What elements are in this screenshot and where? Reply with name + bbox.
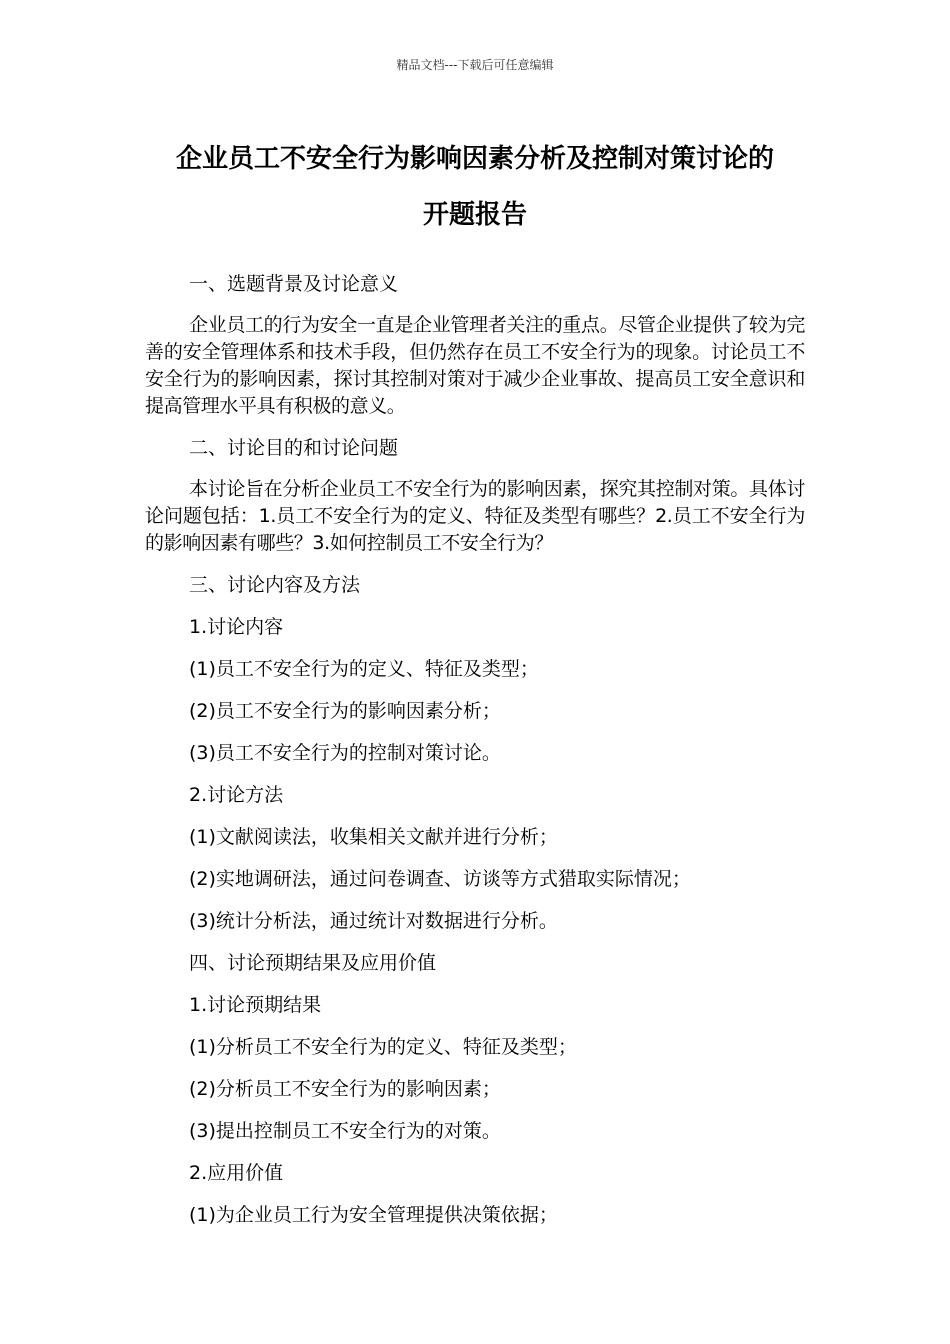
section-4-heading: 四、讨论预期结果及应用价值 [189,952,437,974]
section-3-sub-2-item: (3)统计分析法，通过统计对数据进行分析。 [189,910,558,932]
page-header: 精品文档---下载后可任意编辑 [396,58,554,72]
section-3-sub-1-item: (3)员工不安全行为的控制对策讨论。 [189,742,501,764]
section-3-sub-1-item: (1)员工不安全行为的定义、特征及类型； [189,658,539,680]
section-4-sub-1-item: (1)分析员工不安全行为的定义、特征及类型； [189,1036,577,1058]
section-2-heading: 二、讨论目的和讨论问题 [189,437,399,459]
section-3-sub-2-title: 2.讨论方法 [189,784,284,806]
document-title [120,131,830,243]
section-3-sub-2-item: (2)实地调研法，通过问卷调查、访谈等方式猎取实际情况； [189,868,691,890]
section-3-sub-1-item: (2)员工不安全行为的影响因素分析； [189,700,501,722]
section-4-sub-1-title: 1.讨论预期结果 [189,994,322,1016]
section-4-sub-2-item: (1)为企业员工行为安全管理提供决策依据； [189,1204,558,1226]
title-line-1: 企业员工不安全行为影响因素分析及控制对策讨论的 [175,144,774,174]
section-1-heading: 一、选题背景及讨论意义 [189,273,399,295]
section-3-heading: 三、讨论内容及方法 [189,574,361,596]
section-4-sub-1-item: (2)分析员工不安全行为的影响因素； [189,1078,501,1100]
section-3-sub-1-title: 1.讨论内容 [189,616,284,638]
section-3-sub-2-item: (1)文献阅读法，收集相关文献并进行分析； [189,826,558,848]
document-body [145,270,805,1243]
section-2-paragraph: 本讨论旨在分析企业员工不安全行为的影响因素，探究其控制对策。具体讨论问题包括：1.员工不安全行为的定义、特征及类型有哪些？2.员工不安全行为的影响因素有哪些？3.如何控制员工不安全行为？ [145,478,805,554]
section-4-sub-1-item: (3)提出控制员工不安全行为的对策。 [189,1120,501,1142]
title-line-2: 开题报告 [422,200,527,230]
section-1-paragraph: 企业员工的行为安全一直是企业管理者关注的重点。尽管企业提供了较为完善的安全管理体系和技术手段，但仍然存在员工不安全行为的现象。讨论员工不安全行为的影响因素，探讨其控制对策对于减少企业事故、提高员工安全意识和提高管理水平具有积极的意义。 [145,314,805,417]
section-4-sub-2-title: 2.应用价值 [189,1162,284,1184]
